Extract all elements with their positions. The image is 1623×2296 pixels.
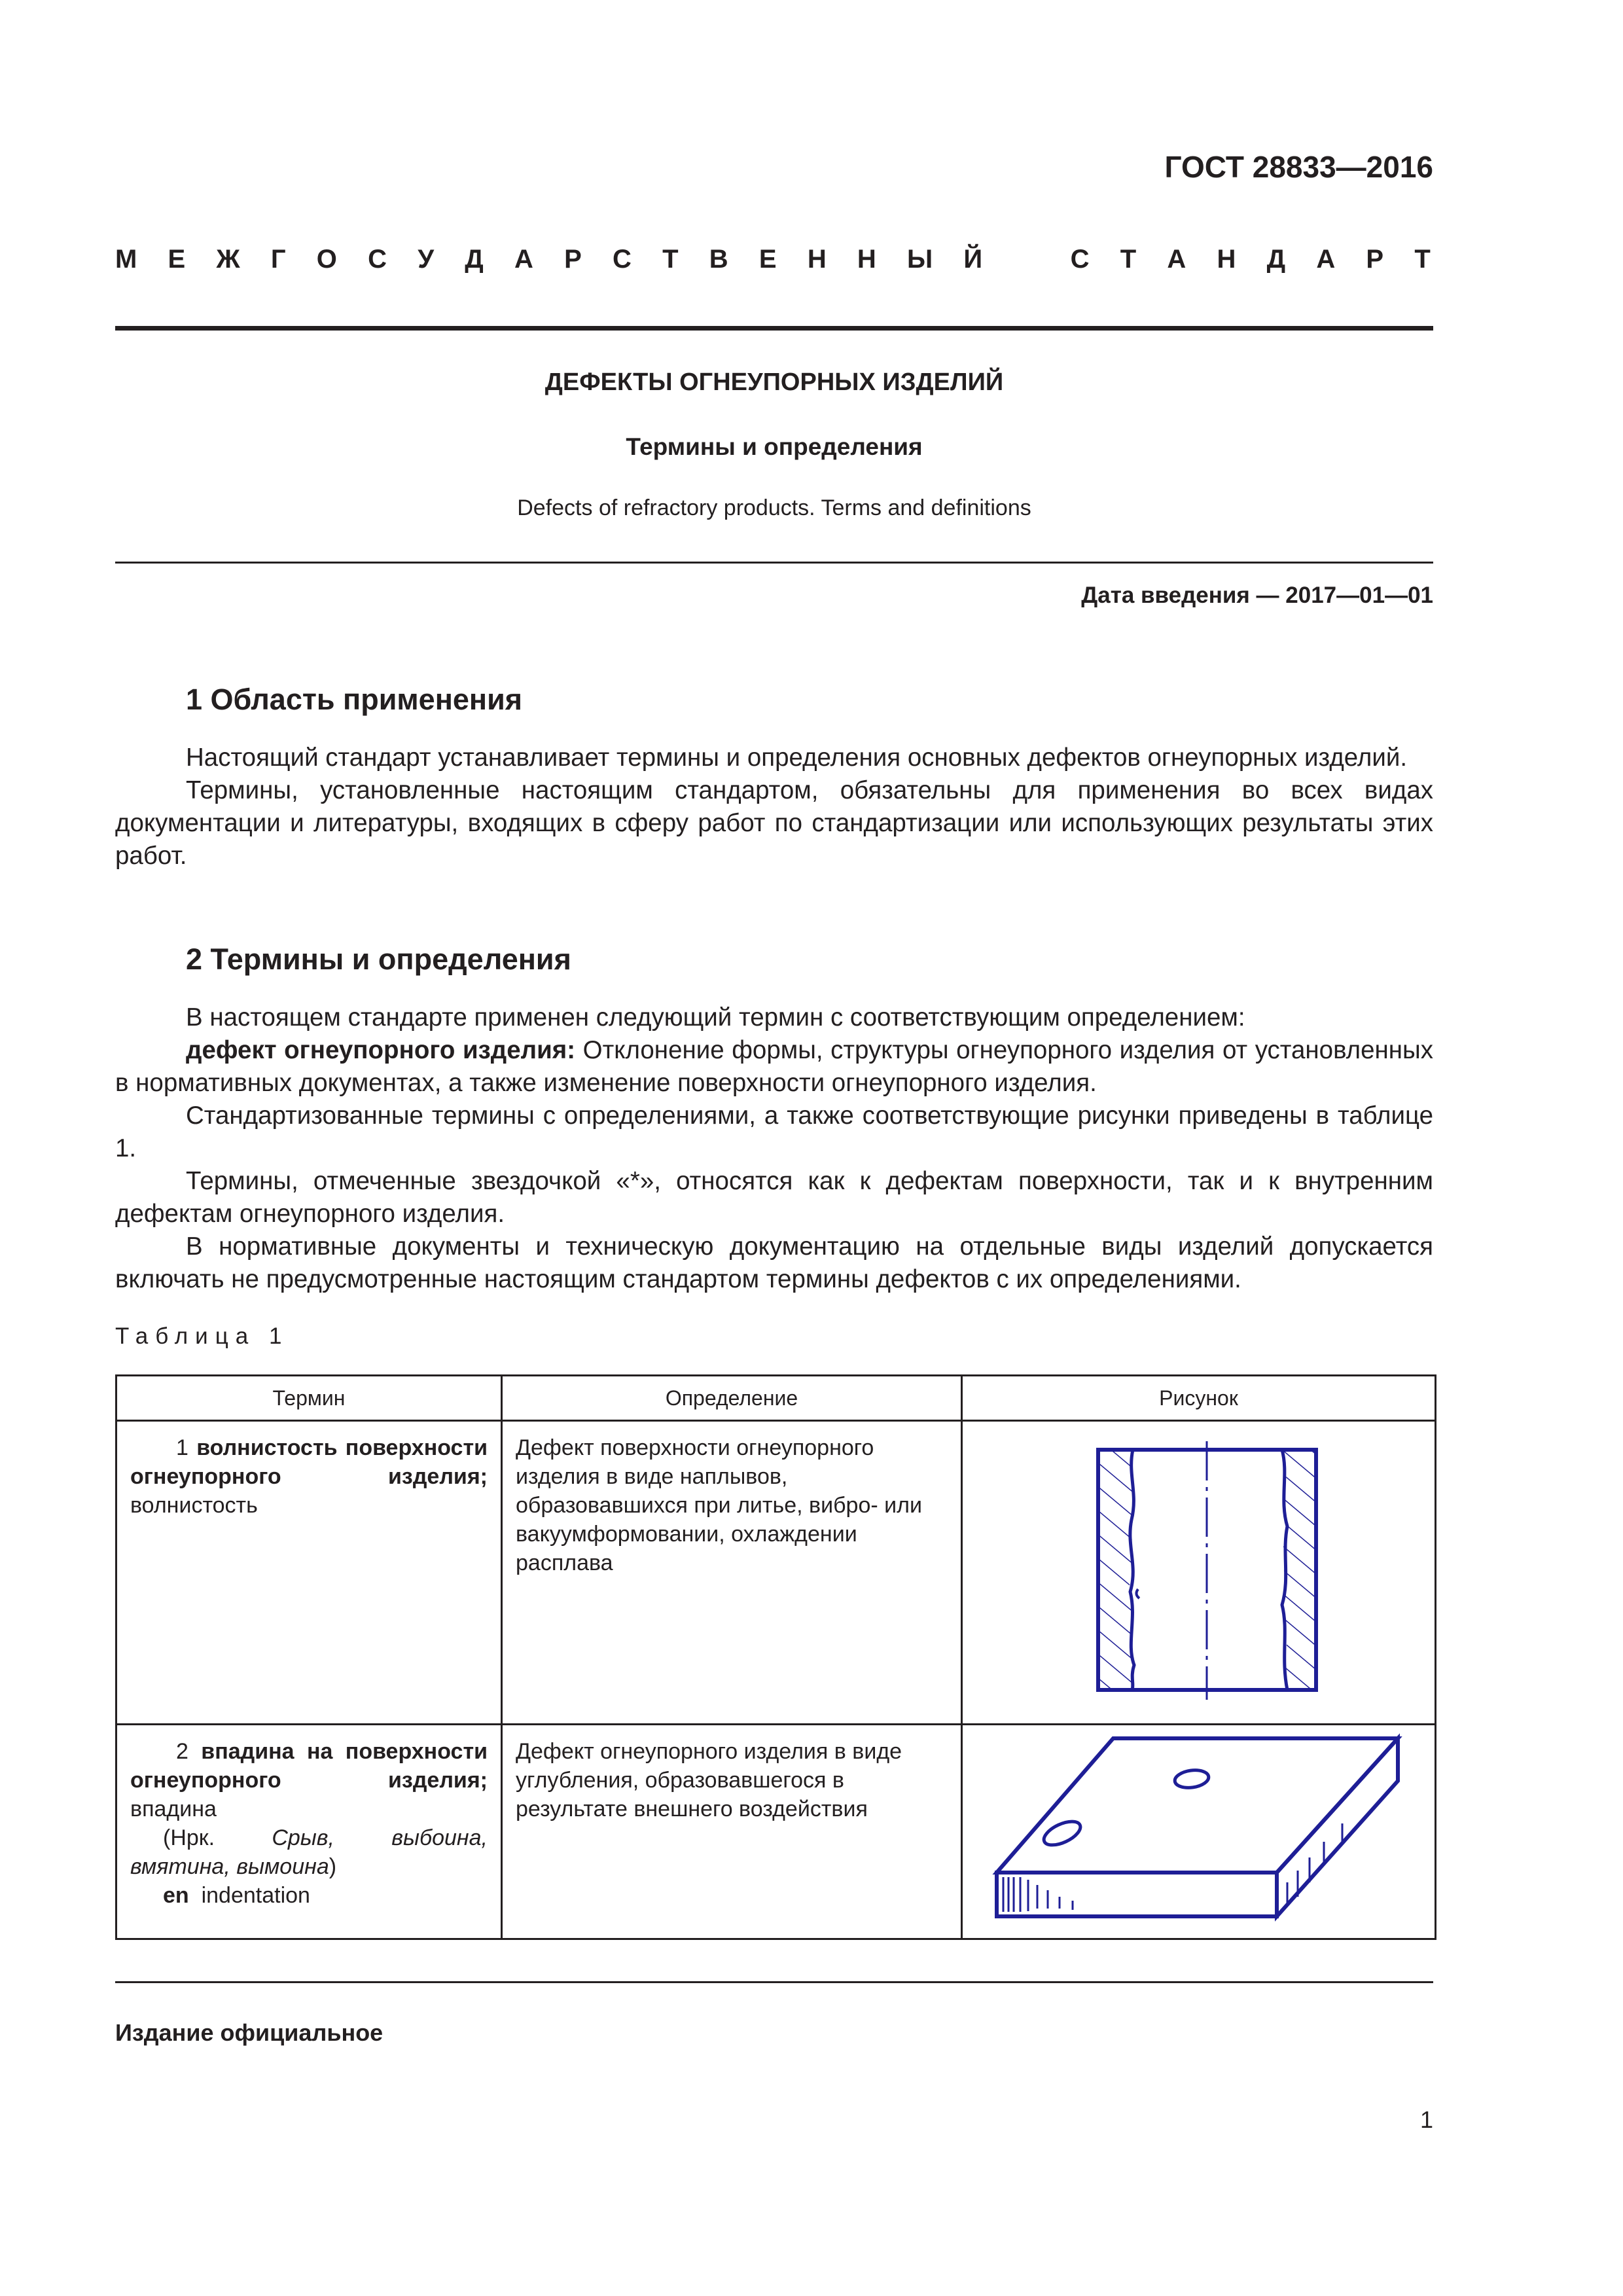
terms-table: [115, 1374, 1436, 1940]
banner-letter: Р: [564, 245, 582, 274]
banner-letter: У: [418, 245, 435, 274]
document-title: ДЕФЕКТЫ ОГНЕУПОРНЫХ ИЗДЕЛИЙ: [544, 368, 1004, 396]
section-1-body: [115, 742, 1433, 872]
section-2-paragraph: В настоящем стандарте применен следующий термин с соответствующим определением:: [186, 1003, 1245, 1031]
term-text: [117, 1725, 501, 1910]
plate-with-indentations-figure: [963, 1725, 1436, 1935]
nrk-prefix: (Нрк.: [163, 1825, 272, 1850]
term-cell: [116, 1725, 502, 1939]
term-definition: Отклонение формы, структуры огнеупорного изделия от установленных в нормативных документах, а также изменение поверхности огнеупорного изделия.: [115, 1036, 1433, 1097]
section-2-paragraph: В нормативные документы и техническую документацию на отдельные виды изделий допускается включать не предусмотренные настоящим стандартом термины дефектов с их определениями.: [115, 1232, 1433, 1293]
banner-letter: М: [115, 245, 137, 274]
term-number: 2: [176, 1739, 202, 1764]
banner-letter: В: [709, 245, 728, 274]
banner-letter: Й: [963, 245, 983, 274]
not-recommended-terms: [130, 1823, 488, 1881]
table-caption: Таблица 1: [115, 1323, 289, 1349]
banner-letter: С: [613, 245, 632, 274]
official-edition-label: Издание официальное: [115, 2019, 383, 2046]
banner-letter: О: [316, 245, 337, 274]
banner-letter: А: [1167, 245, 1186, 274]
document-subtitle: Термины и определения: [626, 433, 923, 460]
banner-letter: С: [1070, 245, 1090, 274]
banner-letter: Н: [857, 245, 876, 274]
section-2-paragraph: Термины, отмеченные звездочкой «*», относятся как к дефектам поверхности, так и к внутренним дефектам огнеупорного изделия.: [115, 1167, 1433, 1228]
definition-cell: [502, 1421, 962, 1725]
nrk-suffix: ): [329, 1854, 337, 1879]
figure-cell: [962, 1725, 1436, 1939]
banner-letter: Г: [270, 245, 286, 274]
banner-letter: Н: [807, 245, 827, 274]
english-equivalent: [130, 1881, 488, 1910]
banner-letter: Р: [1366, 245, 1384, 274]
section-2-heading: 2 Термины и определения: [186, 942, 571, 976]
banner-letter: Д: [1266, 245, 1286, 274]
table-row: [116, 1421, 1436, 1725]
interstate-standard-banner: [115, 245, 1431, 274]
definition-text: Дефект поверхности огнеупорного изделия в виде наплывов, образовавшихся при литье, вибро- или вакуумформовании, охлаждении расплава: [516, 1435, 922, 1575]
term-name: волнистость поверхности огнеупорного изделия;: [130, 1435, 488, 1489]
banner-letter: Д: [465, 245, 484, 274]
banner-letter: Е: [758, 245, 777, 274]
term-short-form: волнистость: [130, 1493, 258, 1518]
column-header-definition: Определение: [502, 1376, 962, 1421]
wavy-surface-section-figure: [963, 1422, 1436, 1720]
banner-letter: А: [514, 245, 533, 274]
section-2-paragraph: [115, 1034, 1433, 1100]
term-number: 1: [176, 1435, 197, 1460]
nrk-terms: Срыв, выбоина, вмятина, вымоина: [130, 1825, 488, 1879]
banner-letter: Ы: [907, 245, 933, 274]
table-header-row: [116, 1376, 1436, 1421]
definition-text: Дефект огнеупорного изделия в виде углубления, образовавшегося в результате внешнего воздействия: [516, 1739, 902, 1821]
banner-letter: Т: [1414, 245, 1431, 274]
footer-rule: [115, 1981, 1433, 1983]
figure-cell: [962, 1421, 1436, 1725]
term-cell: [116, 1421, 502, 1725]
definition-cell: [502, 1725, 962, 1939]
banner-letter: Т: [1120, 245, 1137, 274]
title-rule: [115, 562, 1433, 564]
section-1-paragraph: Настоящий стандарт устанавливает термины и определения основных дефектов огнеупорных изделий.: [186, 744, 1408, 772]
banner-letter: [1013, 245, 1039, 274]
section-2-body: [115, 1001, 1433, 1296]
banner-letter: Ж: [216, 245, 240, 274]
term-name: впадина на поверхности огнеупорного изделия;: [130, 1739, 488, 1793]
term-main: [130, 1433, 488, 1491]
term-text: [117, 1422, 501, 1520]
banner-letter: А: [1316, 245, 1336, 274]
section-1-heading: 1 Область применения: [186, 683, 523, 716]
header-rule: [115, 326, 1433, 331]
banner-letter: С: [368, 245, 387, 274]
page-number: 1: [1419, 2106, 1433, 2133]
language-code: en: [163, 1883, 189, 1908]
banner-letter: Т: [662, 245, 679, 274]
banner-letter: Е: [168, 245, 186, 274]
column-header-figure: Рисунок: [962, 1376, 1436, 1421]
english-term: indentation: [201, 1883, 310, 1908]
section-1-paragraph: Термины, установленные настоящим стандартом, обязательны для применения во всех видах документации и литературы, входящих в сферу работ по стандартизации или использующих результаты этих работ.: [115, 776, 1433, 870]
english-title: Defects of refractory products. Terms and definitions: [517, 495, 1031, 520]
introduction-date: Дата введения — 2017—01—01: [1081, 583, 1433, 608]
section-2-paragraph: Стандартизованные термины с определениями, а также соответствующие рисунки приведены в таблице 1.: [115, 1102, 1433, 1162]
column-header-term: Термин: [116, 1376, 502, 1421]
banner-letter: Н: [1217, 245, 1236, 274]
term-short-form: впадина: [130, 1797, 217, 1821]
term-main: [130, 1737, 488, 1795]
table-row: [116, 1725, 1436, 1939]
document-designation: ГОСТ 28833—2016: [1164, 150, 1433, 184]
defined-term: дефект огнеупорного изделия:: [186, 1036, 576, 1064]
